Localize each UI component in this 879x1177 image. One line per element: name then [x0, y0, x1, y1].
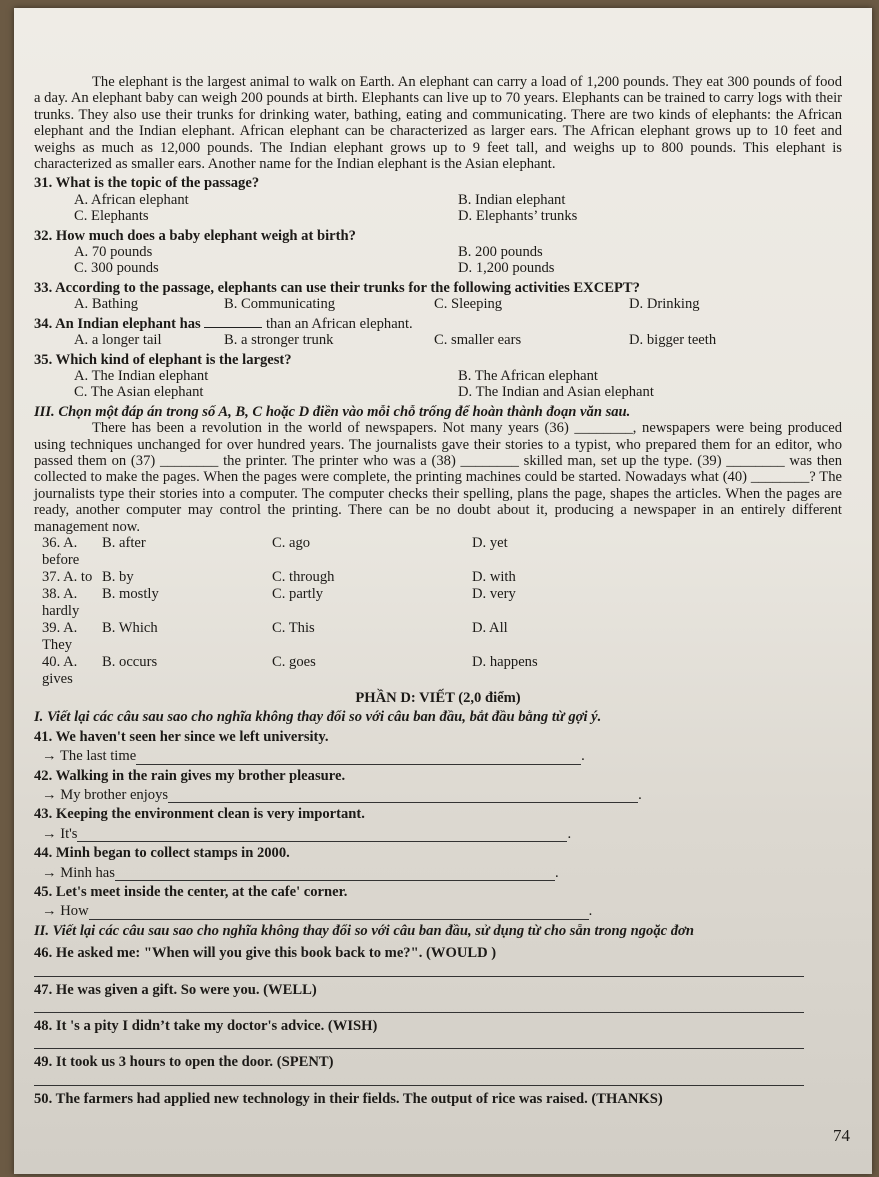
page-number: 74	[833, 1126, 850, 1145]
row-39-a: 39. A. They	[42, 619, 78, 653]
option-a: A. a longer tail	[74, 332, 162, 349]
answer-line[interactable]	[77, 829, 567, 842]
keyword-rewrite-49: 49. It took us 3 hours to open the door. (SPENT)	[34, 1054, 334, 1071]
option-b: B. 200 pounds	[458, 244, 543, 261]
question-32	[34, 228, 842, 277]
question-35	[34, 352, 842, 401]
row-39-b: B. Which	[102, 619, 158, 636]
row-40-d: D. happens	[472, 653, 538, 670]
row-37-d: D. with	[472, 568, 516, 585]
option-c: C. smaller ears	[434, 332, 522, 349]
rewrite-41: 41. We haven't seen her since we left university. → The last time .	[34, 729, 842, 765]
row-40-b: B. occurs	[102, 653, 158, 670]
part-d-section-ii-title: II. Viết lại các câu sau sao cho nghĩa không thay đổi so với câu ban đầu, sử dụng từ cho sẵn trong ngoặc đơn	[34, 922, 694, 939]
question-34	[34, 316, 842, 349]
option-b: B. a stronger trunk	[224, 332, 334, 349]
row-36-b: B. after	[102, 534, 146, 551]
question-text: 35. Which kind of elephant is the largest?	[34, 351, 292, 368]
option-d: D. Elephants’ trunks	[458, 208, 578, 225]
question-text: 32. How much does a baby elephant weigh at birth?	[34, 227, 356, 244]
rewrite-start: → It's	[42, 825, 78, 842]
option-c: C. 300 pounds	[74, 260, 159, 277]
cloze-text: There has been a revolution in the world of newspapers. Not many years (36) ________, newspapers were being produced using techniques unchanged for over hundred years. The journalists gave their stories to a typist, who prepared them for an editor, who passed them on (37) ________ the printer. The printer who was a (38) ________ skilled man, set up the type. (39) ________ was then collected to make the pages. When the pages were complete, the printing machines could be started. Nowadays what (40) ________? The journalists type their stories into a computer. The computer checks their spelling, plans the page, shapes the articles. When the pages are ready, another computer may control the printing. There can be no doubt about it, producing a newspaper in an entirely different management now.	[34, 420, 842, 535]
row-39-d: D. All	[472, 619, 508, 636]
section-iii-title: III. Chọn một đáp án trong số A, B, C hoặc D điền vào mỗi chỗ trống để hoàn thành đoạn văn sau.	[34, 403, 631, 420]
keyword-rewrite-46: 46. He asked me: "When will you give this book back to me?". (WOULD )	[34, 945, 497, 962]
rewrite-start: → The last time	[42, 748, 137, 765]
option-a: A. 70 pounds	[74, 244, 153, 261]
rewrite-44: 44. Minh began to collect stamps in 2000. → Minh has .	[34, 845, 842, 881]
answer-line[interactable]	[136, 752, 581, 765]
row-36-d: D. yet	[472, 534, 508, 551]
rewrite-start: → My brother enjoys	[42, 787, 169, 803]
option-d: D. 1,200 pounds	[458, 260, 555, 277]
row-38-b: B. mostly	[102, 585, 159, 602]
keyword-rewrite-47: 47. He was given a gift. So were you. (WELL)	[34, 981, 317, 998]
row-37-c: C. through	[272, 568, 335, 585]
rewrite-43: 43. Keeping the environment clean is very important. → It's .	[34, 806, 842, 842]
option-d: D. The Indian and Asian elephant	[458, 384, 654, 401]
answer-line[interactable]	[168, 790, 638, 803]
answer-line[interactable]	[34, 1036, 804, 1049]
option-c: C. Elephants	[74, 208, 149, 225]
question-text: 34. An Indian elephant has	[34, 315, 201, 332]
question-text: 31. What is the topic of the passage?	[34, 175, 260, 192]
rewrite-prompt: 43. Keeping the environment clean is very important.	[34, 806, 365, 823]
rewrite-45: 45. Let's meet inside the center, at the cafe' corner. → How .	[34, 884, 842, 920]
option-d: D. bigger teeth	[629, 332, 717, 349]
row-38-c: C. partly	[272, 585, 324, 602]
option-a: A. Bathing	[74, 296, 139, 313]
option-b: B. Indian elephant	[458, 191, 566, 208]
option-c: C. Sleeping	[434, 296, 503, 313]
rewrite-prompt: 41. We haven't seen her since we left university.	[34, 728, 329, 745]
option-b: B. The African elephant	[458, 367, 598, 384]
answer-blank[interactable]	[204, 317, 262, 328]
rewrite-prompt: 44. Minh began to collect stamps in 2000.	[34, 845, 290, 862]
row-40-a: 40. A. gives	[42, 653, 78, 687]
option-d: D. Drinking	[629, 296, 700, 313]
row-37-a: 37. A. to	[42, 568, 93, 585]
keyword-rewrite-48: 48. It 's a pity I didn’t take my doctor's advice. (WISH)	[34, 1018, 378, 1035]
passage-text: The elephant is the largest animal to walk on Earth. An elephant can carry a load of 1,200 pounds. They eat 300 pounds of food a day. An elephant baby can weigh 200 pounds at birth. Elephants can live up to 70 years. Elephants can be trained to carry logs with their trunks. They also use their trunks for drinking water, bathing, eating and communicating. There are two kinds of elephants: the African elephant and the Indian elephant. African elephant can be characterized as larger ears. The African elephant grows up to 10 feet and weighs as much as 12,000 pounds. The Indian elephant grows up to 9 feet tall, and weighs up to 800 pounds. This elephant is characterized as smaller ears. Another name for the Indian elephant is the Asian elephant.	[34, 74, 842, 173]
part-d-heading: PHẦN D: VIẾT (2,0 điểm)	[355, 689, 521, 706]
row-36-c: C. ago	[272, 534, 311, 551]
keyword-rewrite-50: 50. The farmers had applied new technology in their fields. The output of rice was raised. (THANKS)	[34, 1090, 663, 1107]
answer-line[interactable]	[115, 868, 555, 881]
rewrite-prompt: 42. Walking in the rain gives my brother pleasure.	[34, 767, 346, 784]
row-36-a: 36. A. before	[42, 534, 80, 568]
option-a: A. African elephant	[74, 191, 189, 208]
option-b: B. Communicating	[224, 296, 336, 313]
cloze-passage	[34, 420, 842, 535]
row-39-c: C. This	[272, 619, 315, 636]
part-d-section-i-title: I. Viết lại các câu sau sao cho nghĩa không thay đổi so với câu ban đầu, bắt đầu bằng từ gợi ý.	[34, 709, 602, 726]
row-37-b: B. by	[102, 568, 134, 585]
answer-line[interactable]	[34, 1073, 804, 1086]
option-a: A. The Indian elephant	[74, 367, 209, 384]
row-38-d: D. very	[472, 585, 516, 602]
rewrite-start: → How	[42, 903, 89, 920]
question-text-end: than an African elephant.	[266, 315, 413, 332]
worksheet-page	[14, 8, 872, 1174]
question-31	[34, 175, 842, 224]
row-38-a: 38. A. hardly	[42, 585, 80, 619]
rewrite-42: 42. Walking in the rain gives my brother pleasure. → My brother enjoys .	[34, 768, 842, 804]
option-c: C. The Asian elephant	[74, 384, 204, 401]
rewrite-prompt: 45. Let's meet inside the center, at the cafe' corner.	[34, 884, 348, 901]
row-40-c: C. goes	[272, 653, 316, 670]
cloze-options	[42, 535, 842, 688]
answer-line[interactable]	[89, 907, 589, 920]
rewrite-start: → Minh has	[42, 864, 115, 881]
answer-line[interactable]	[34, 964, 804, 977]
question-text: 33. According to the passage, elephants can use their trunks for the following activities EXCEPT?	[34, 279, 640, 296]
reading-passage	[34, 74, 842, 172]
worksheet-content	[34, 74, 842, 1107]
answer-line[interactable]	[34, 1000, 804, 1013]
question-33	[34, 280, 842, 313]
